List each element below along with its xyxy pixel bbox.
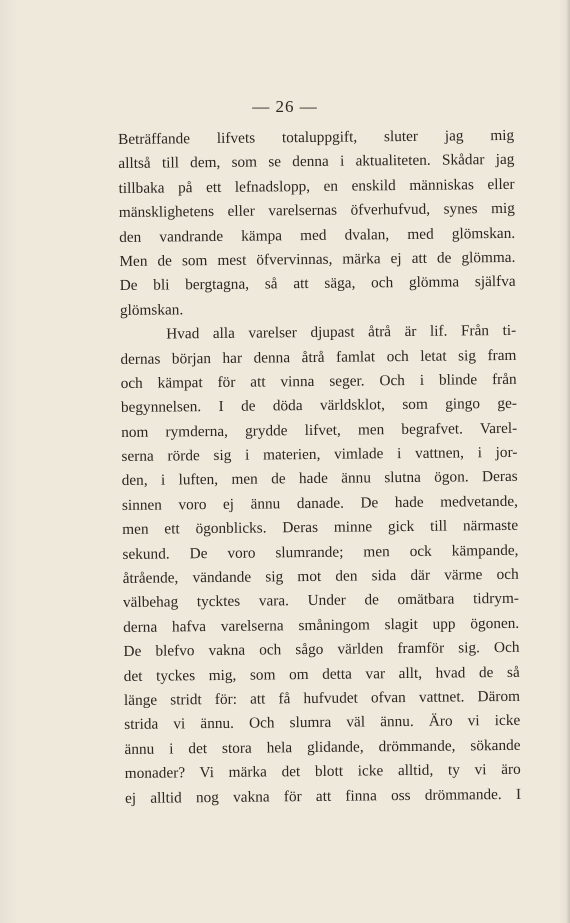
text-line: den vandrande kämpa med dvalan, med glömskan.: [119, 224, 516, 246]
text-line: sekund. De voro slumrande; men ock kämpande,: [122, 541, 519, 563]
text-line: De bli bergtagna, så att säga, och glömma själfva: [119, 273, 516, 295]
text-line: derna hafva varelserna småningom slagit upp ögonen.: [123, 614, 520, 636]
text-line: det tyckes mig, som om detta var allt, hvad de så: [123, 663, 520, 685]
text-line: välbehag tycktes vara. Under de omätbara tidrym-: [122, 590, 520, 612]
text-line: strida vi ännu. Och slumra väl ännu. Äro vi icke: [124, 712, 521, 734]
text-line: länge stridt för: att få hufvudet ofvan vattnet. Därom: [123, 687, 521, 709]
body-text: [118, 124, 521, 811]
text-line: men ett ögonblicks. Deras minne gick till närmaste: [122, 517, 519, 539]
text-line: Beträffande lifvets totaluppgift, sluter jag mig: [118, 126, 515, 148]
text-line: åtrående, vändande sig mot den sida där värme och: [122, 565, 519, 588]
text-line: den, i luften, men de hade ännu slutna ögon. Deras: [121, 468, 518, 490]
text-line: dernas början har denna åtrå famlat och letat sig fram: [120, 346, 517, 368]
text-line: begynnelsen. I de döda världsklot, som gingo ge-: [120, 395, 517, 417]
text-line: tillbaka på ett lefnadslopp, en enskild människas eller: [118, 175, 515, 197]
text-line: serna rörde sig i materien, vimlade i vattnen, i jor-: [121, 443, 518, 466]
text-line: och kämpat för att vinna seger. Och i blinde från: [120, 370, 517, 392]
text-line: alltså till dem, som se denna i aktualiteten. Skådar jag: [118, 151, 515, 173]
text-line: monader? Vi märka det blott icke alltid, ty vi äro: [124, 760, 521, 783]
text-line: glömskan.: [119, 301, 184, 319]
text-line: sinnen voro ej ännu danade. De hade medvetande,: [121, 492, 519, 514]
text-line: De blefvo vakna och sågo världen framför sig. Och: [123, 639, 520, 661]
text-line: mänsklighetens eller varelsernas öfverhufvud, synes mig: [118, 200, 515, 222]
page-edge-shadow: [566, 0, 570, 923]
text-line: nom rymderna, grydde lifvet, men begrafvet. Varel-: [121, 419, 518, 441]
text-line: ännu i det stora hela glidande, drömmande, sökande: [124, 736, 521, 758]
page-number: — 26 —: [252, 97, 318, 116]
text-line: Men de som mest öfvervinnas, märka ej att de glömma.: [119, 248, 516, 270]
text-line: ej alltid nog vakna för att finna oss drömmande. I: [124, 785, 522, 807]
text-line: Hvad alla varelser djupast åtrå är lif. Från ti-: [166, 321, 517, 343]
